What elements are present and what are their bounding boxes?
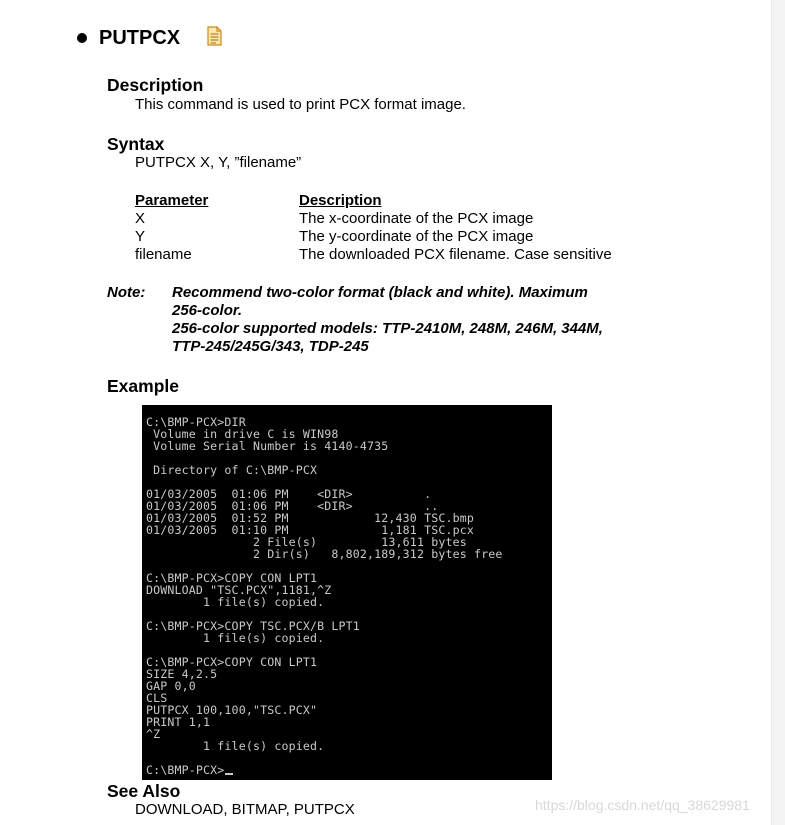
console-line: C:\BMP-PCX>COPY CON LPT1 <box>146 571 318 585</box>
watermark: https://blog.csdn.net/qq_38629981 <box>535 797 750 813</box>
parameter-name: Y <box>135 228 146 245</box>
see-also-heading: See Also <box>107 781 181 801</box>
console-line: GAP 0,0 <box>146 679 196 693</box>
console-line: PRINT 1,1 <box>146 715 211 729</box>
parameter-description: The downloaded PCX filename. Case sensitive <box>299 246 612 263</box>
console-line: 1 file(s) copied. <box>146 739 325 753</box>
console-line: ^Z <box>146 727 161 741</box>
console-line: 01/03/2005 01:52 PM 12,430 TSC.bmp <box>146 511 474 525</box>
scrollbar-track[interactable] <box>771 0 785 825</box>
note-label: Note: <box>107 284 146 301</box>
console-line: 2 Dir(s) 8,802,189,312 bytes free <box>146 547 503 561</box>
console-line: 01/03/2005 01:06 PM <DIR> . <box>146 487 432 501</box>
command-title: PUTPCX <box>99 27 181 49</box>
parameter-name: X <box>135 210 146 227</box>
parameter-name: filename <box>135 246 192 263</box>
console-line: Volume Serial Number is 4140-4735 <box>146 439 389 453</box>
console-line: C:\BMP-PCX>DIR <box>146 415 246 429</box>
console-line: SIZE 4,2.5 <box>146 667 218 681</box>
parameter-description: The x-coordinate of the PCX image <box>299 210 534 227</box>
syntax-heading: Syntax <box>107 134 165 154</box>
console-prompt-line <box>146 764 233 776</box>
note-line: Recommend two-color format (black and white). Maximum <box>172 284 588 301</box>
syntax-text: PUTPCX X, Y, ”filename” <box>135 154 302 171</box>
console-line: 01/03/2005 01:10 PM 1,181 TSC.pcx <box>146 523 474 537</box>
document-icon[interactable] <box>206 26 223 46</box>
description-column-header: Description <box>299 192 382 209</box>
parameter-description: The y-coordinate of the PCX image <box>299 228 534 245</box>
see-also-text: DOWNLOAD, BITMAP, PUTPCX <box>135 801 355 818</box>
description-text: This command is used to print PCX format image. <box>135 96 466 113</box>
console-prompt: C:\BMP-PCX> <box>146 763 225 777</box>
console-line: C:\BMP-PCX>COPY TSC.PCX/B LPT1 <box>146 619 360 633</box>
description-heading: Description <box>107 75 204 95</box>
console-line: C:\BMP-PCX>COPY CON LPT1 <box>146 655 318 669</box>
console-line: Volume in drive C is WIN98 <box>146 427 339 441</box>
console-line: 1 file(s) copied. <box>146 595 325 609</box>
console-line: 01/03/2005 01:06 PM <DIR> .. <box>146 499 439 513</box>
bullet-icon <box>77 33 87 43</box>
note-line: 256-color supported models: TTP-2410M, 248M, 246M, 344M, <box>172 320 603 337</box>
console-line: PUTPCX 100,100,"TSC.PCX" <box>146 703 318 717</box>
console-line: 2 File(s) 13,611 bytes <box>146 535 467 549</box>
example-heading: Example <box>107 376 179 396</box>
parameter-column-header: Parameter <box>135 192 209 209</box>
console-line: DOWNLOAD "TSC.PCX",1181,^Z <box>146 583 332 597</box>
console-line: CLS <box>146 691 168 705</box>
console-line: 1 file(s) copied. <box>146 631 325 645</box>
cursor-icon <box>225 773 233 775</box>
note-line: TTP-245/245G/343, TDP-245 <box>172 338 369 355</box>
console-line: Directory of C:\BMP-PCX <box>146 463 318 477</box>
note-line: 256-color. <box>172 302 243 319</box>
console-screenshot <box>142 405 552 780</box>
